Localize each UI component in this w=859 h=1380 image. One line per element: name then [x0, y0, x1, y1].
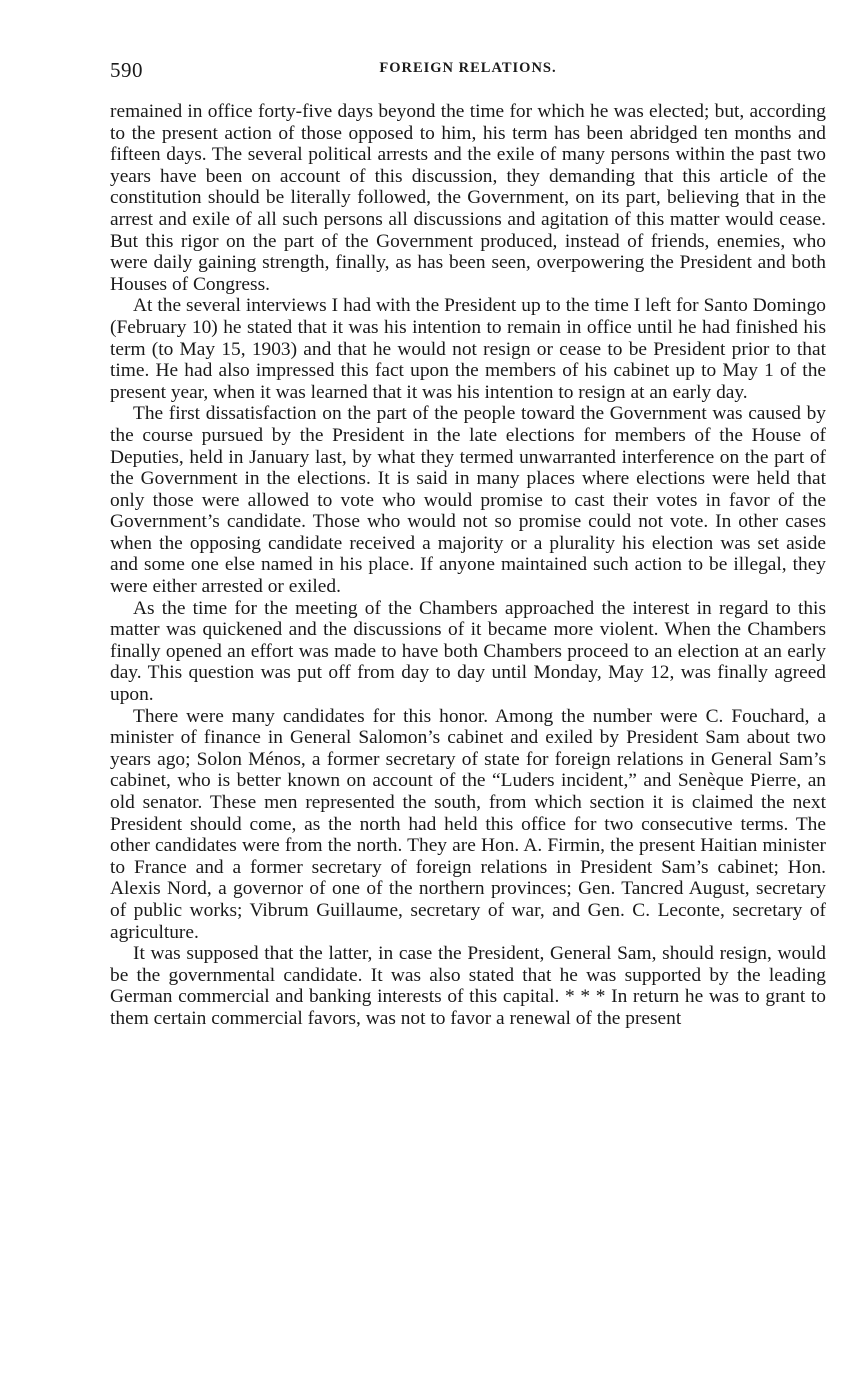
paragraph-interviews: At the several interviews I had with the President up to the time I left for Santo Domingo (February 10) he stated that it was his intention to remain in office until he had finished his term (to May 15, 1903) and that he would not resign or cease to be President prior to that time. He had also impressed this fact upon the members of his cabinet up to May 1 of the present year, when it was learned that it was his intention to resign at an early day. [110, 295, 826, 403]
paragraph-candidates: There were many candidates for this honor. Among the number were C. Fouchard, a minister of finance in General Salomon’s cabinet and exiled by President Sam about two years ago; Solon Ménos, a former secretary of state for foreign relations in General Sam’s cabinet, who is better known on account of the “Luders incident,” and Senèque Pierre, an old senator. These men represented the south, from which section it is claimed the next President should come, as the north had held this office for two consecutive terms. The other candidates were from the north. They are Hon. A. Firmin, the present Haitian minister to France and a former secretary of foreign relations in President Sam’s cabinet; Hon. Alexis Nord, a governor of one of the northern provinces; Gen. Tancred August, secretary of public works; Vibrum Guillaume, secretary of war, and Gen. C. Leconte, secretary of agriculture. [110, 705, 826, 943]
running-title: FOREIGN RELATIONS. [379, 60, 557, 76]
paragraph-dissatisfaction: The first dissatisfaction on the part of the people toward the Government was caused by the course pursued by the President in the late elections for members of the House of Deputies, held in January last, by what they termed unwarranted interference on the part of the Government in the elections. It is said in many places where elections were held that only those were allowed to vote who would promise to cast their votes in favor of the Government’s candidate. Those who would not so promise could not vote. In other cases when the opposing candidate received a majority or a plurality his election was set aside and some one else named in his place. If anyone maintained such action to be illegal, they were either arrested or exiled. [110, 403, 826, 598]
paragraph-continued: remained in office forty-five days beyond the time for which he was elected; but, according to the present action of those opposed to him, his term has been abridged ten months and fifteen days. The several political arrests and the exile of many persons within the past two years have been on account of this discussion, they demanding that this article of the constitution should be literally followed, the Government, on its part, believing that in the arrest and exile of all such persons all discussions and agitation of this matter would cease. But this rigor on the part of the Government produced, instead of friends, enemies, who were daily gaining strength, finally, as has been seen, overpowering the President and both Houses of Congress. [110, 101, 826, 295]
paragraph-chambers: As the time for the meeting of the Chambers approached the interest in regard to this matter was quickened and the discussions of it became more violent. When the Chambers finally opened an effort was made to have both Chambers proceed to an election at an early day. This question was put off from day to day until Monday, May 12, was finally agreed upon. [110, 597, 826, 706]
paragraph-governmental-candidate: It was supposed that the latter, in case the President, General Sam, should resign, would be the governmental candidate. It was also stated that he was supported by the leading German commercial and banking interests of this capital. * * * In return he was to grant to them certain commercial favors, was not to favor a renewal of the present [110, 943, 826, 1029]
body-text [110, 101, 826, 1030]
running-head [110, 58, 826, 84]
page-number: 590 [110, 58, 143, 82]
